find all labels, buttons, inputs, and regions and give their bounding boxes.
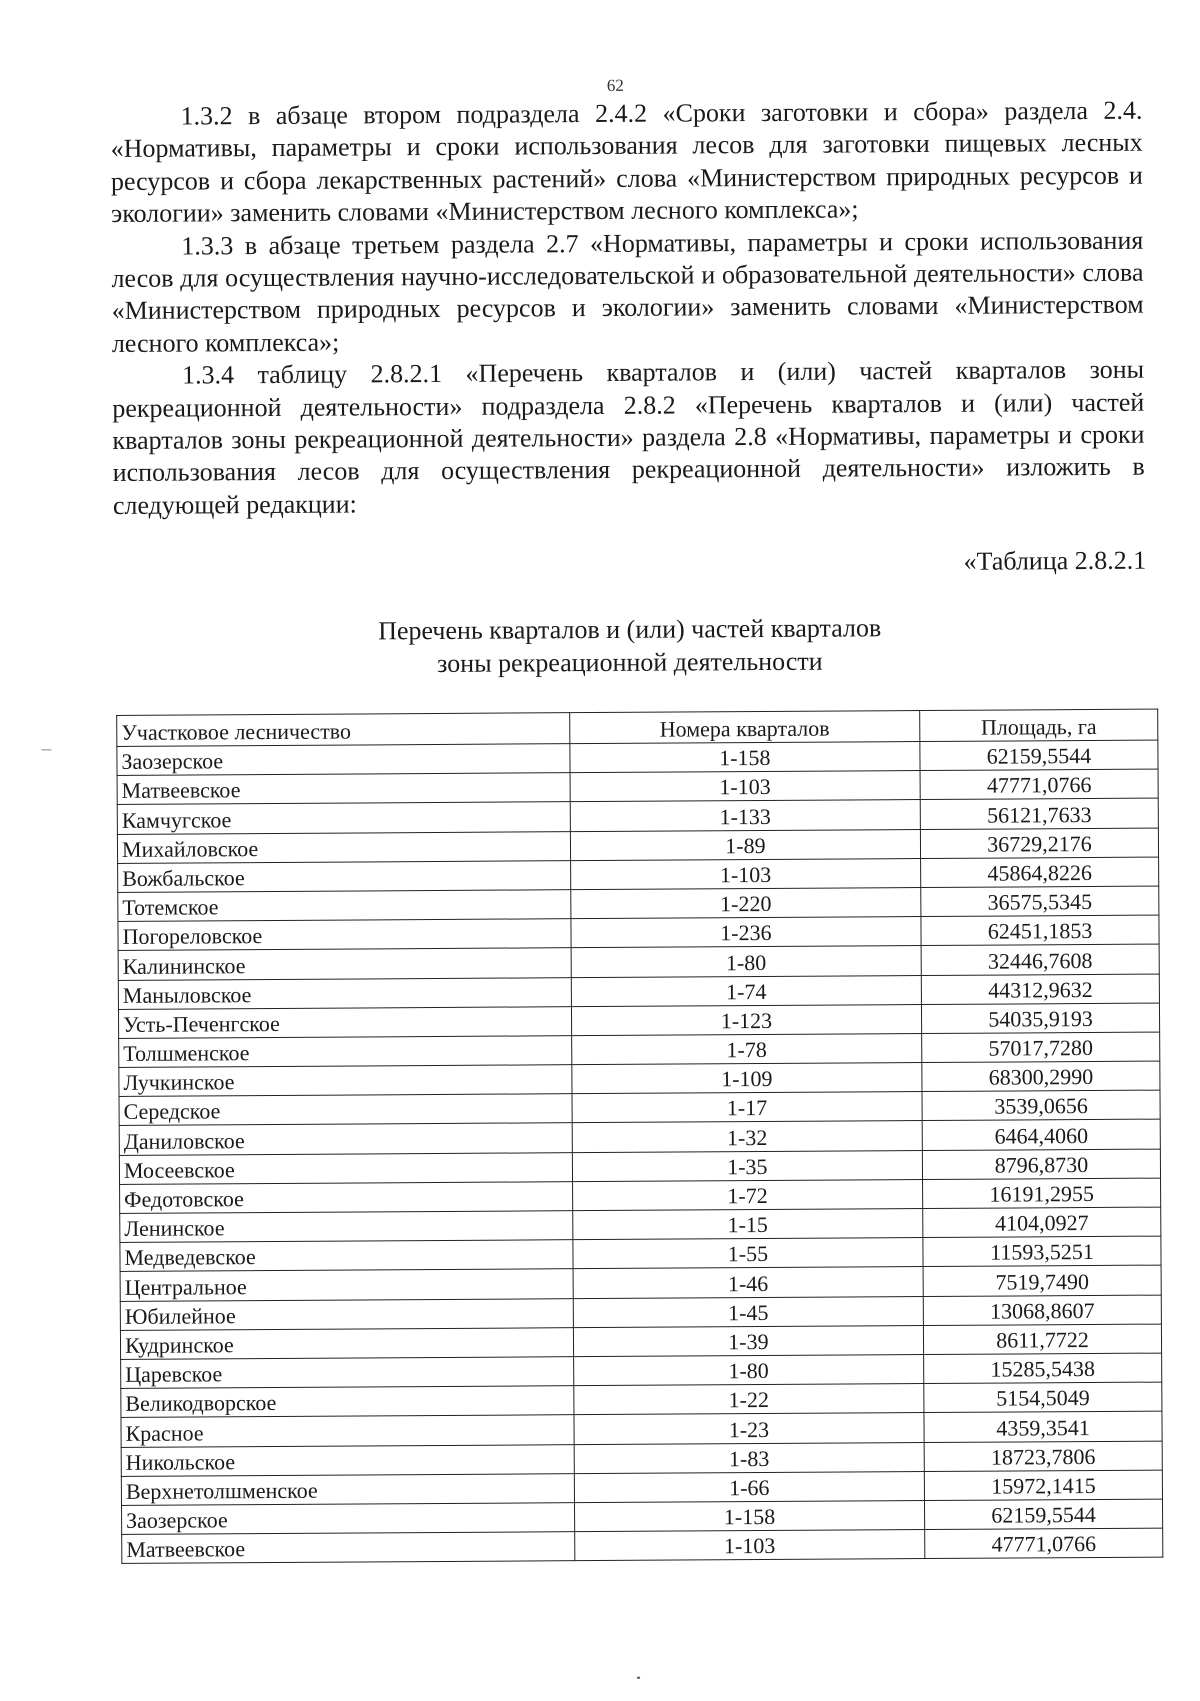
cell-district: Калининское — [118, 948, 571, 980]
cell-district: Заозерское — [122, 1503, 575, 1535]
cell-quarter-numbers: 1-17 — [572, 1092, 923, 1123]
cell-area: 4104,0927 — [923, 1207, 1161, 1238]
cell-quarter-numbers: 1-39 — [573, 1325, 924, 1356]
table-row — [122, 1528, 1163, 1564]
cell-area: 13068,8607 — [923, 1295, 1161, 1326]
cell-quarter-numbers: 1-83 — [574, 1442, 925, 1473]
cell-quarter-numbers: 1-103 — [570, 771, 921, 802]
table-title — [0, 609, 1200, 683]
cell-district: Погореловское — [118, 919, 571, 951]
cell-district: Тотемское — [118, 890, 571, 922]
scan-speck — [637, 1677, 640, 1679]
cell-area: 45864,8226 — [921, 857, 1159, 888]
cell-quarter-numbers: 1-74 — [571, 975, 922, 1006]
paragraph-1-3-2: 1.3.2 в абзаце втором подраздела 2.4.2 «Сроки заготовки и сбора» раздела 2.4. «Нормативы, параметры и сроки использования лесов для заготовки пищевых лесных ресурсов и сбора лекарственных растений» слова «Министерством природных ресурсов и экологии» заменить словами «Министерством лесного комплекса»; — [110, 95, 1143, 229]
cell-area: 3539,0656 — [922, 1090, 1160, 1121]
cell-district: Юбилейное — [120, 1298, 573, 1330]
cell-district: Матвеевское — [122, 1532, 575, 1564]
cell-quarter-numbers: 1-15 — [572, 1209, 923, 1240]
cell-area: 8796,8730 — [922, 1149, 1160, 1180]
cell-area: 54035,9193 — [922, 1003, 1160, 1034]
cell-area: 62159,5544 — [920, 740, 1158, 771]
cell-district: Кудринское — [120, 1327, 573, 1359]
cell-quarter-numbers: 1-35 — [572, 1150, 923, 1181]
cell-quarter-numbers: 1-80 — [573, 1354, 924, 1385]
cell-area: 11593,5251 — [923, 1236, 1161, 1267]
cell-quarter-numbers: 1-80 — [571, 946, 922, 977]
cell-area: 15972,1415 — [924, 1470, 1162, 1501]
cell-quarter-numbers: 1-78 — [571, 1033, 922, 1064]
table-body — [117, 740, 1163, 1564]
cell-quarter-numbers: 1-123 — [571, 1004, 922, 1035]
page-number: 62 — [606, 75, 624, 95]
cell-area: 62159,5544 — [925, 1499, 1163, 1530]
cell-quarter-numbers: 1-133 — [570, 800, 921, 831]
forestry-table — [116, 709, 1163, 1565]
cell-district: Медведевское — [120, 1240, 573, 1272]
cell-quarter-numbers: 1-32 — [572, 1121, 923, 1152]
cell-district: Камчугское — [117, 802, 570, 834]
cell-district: Ленинское — [120, 1211, 573, 1243]
cell-district: Толшменское — [119, 1036, 572, 1068]
table-reference: «Таблица 2.8.2.1 — [963, 545, 1147, 576]
cell-area: 32446,7608 — [921, 944, 1159, 975]
cell-area: 5154,5049 — [924, 1382, 1162, 1413]
cell-quarter-numbers: 1-45 — [573, 1296, 924, 1327]
cell-area: 36729,2176 — [920, 828, 1158, 859]
cell-district: Царевское — [121, 1357, 574, 1389]
cell-quarter-numbers: 1-103 — [574, 1530, 925, 1561]
cell-quarter-numbers: 1-158 — [570, 742, 921, 773]
cell-area: 47771,0766 — [925, 1528, 1163, 1559]
table-title-line-2: зоны рекреационной деятельности — [437, 646, 823, 678]
header-area: Площадь, га — [920, 709, 1158, 741]
cell-area: 47771,0766 — [920, 769, 1158, 800]
header-quarter-numbers: Номера кварталов — [569, 711, 920, 744]
cell-area: 56121,7633 — [920, 798, 1158, 829]
header-district: Участковое лесничество — [117, 713, 570, 747]
cell-area: 16191,2955 — [923, 1178, 1161, 1209]
cell-area: 68300,2990 — [922, 1061, 1160, 1092]
cell-district: Лучкинское — [119, 1065, 572, 1097]
cell-quarter-numbers: 1-89 — [570, 829, 921, 860]
cell-area: 36575,5345 — [921, 886, 1159, 917]
paragraph-1-3-4: 1.3.4 таблицу 2.8.2.1 «Перечень кварталов и (или) частей кварталов зоны рекреационной деятельности» подраздела 2.8.2 «Перечень кварталов и (или) частей кварталов зоны рекреационной деятельности» раздела 2.8 «Нормативы, параметры и сроки использования лесов для осуществления рекреационной деятельности» изложить в следующей редакции: — [112, 354, 1145, 520]
cell-quarter-numbers: 1-55 — [573, 1238, 924, 1269]
cell-area: 18723,7806 — [924, 1441, 1162, 1472]
cell-quarter-numbers: 1-72 — [572, 1179, 923, 1210]
cell-district: Даниловское — [119, 1123, 572, 1155]
amendment-text — [110, 95, 1145, 523]
cell-area: 62451,1853 — [921, 915, 1159, 946]
cell-district: Михайловское — [117, 831, 570, 863]
cell-quarter-numbers: 1-103 — [570, 858, 921, 889]
cell-district: Верхнетолшменское — [121, 1473, 574, 1505]
cell-quarter-numbers: 1-23 — [574, 1413, 925, 1444]
cell-area: 7519,7490 — [923, 1265, 1161, 1296]
cell-district: Усть-Печенгское — [118, 1006, 571, 1038]
scan-mark — [41, 749, 51, 750]
cell-area: 57017,7280 — [922, 1032, 1160, 1063]
cell-district: Красное — [121, 1415, 574, 1447]
cell-area: 44312,9632 — [921, 974, 1159, 1005]
cell-district: Федотовское — [120, 1181, 573, 1213]
cell-district: Никольское — [121, 1444, 574, 1476]
cell-quarter-numbers: 1-22 — [574, 1384, 925, 1415]
cell-district: Заозерское — [117, 744, 570, 776]
cell-area: 8611,7722 — [923, 1324, 1161, 1355]
cell-area: 6464,4060 — [922, 1120, 1160, 1151]
cell-quarter-numbers: 1-66 — [574, 1471, 925, 1502]
cell-quarter-numbers: 1-220 — [570, 887, 921, 918]
cell-area: 4359,3541 — [924, 1411, 1162, 1442]
cell-district: Маныловское — [118, 977, 571, 1009]
cell-quarter-numbers: 1-236 — [571, 917, 922, 948]
cell-district: Середское — [119, 1094, 572, 1126]
paragraph-1-3-3: 1.3.3 в абзаце третьем раздела 2.7 «Нормативы, параметры и сроки использования лесов для осуществления научно-исследовательской и образовательной деятельности» слова «Министерством природных ресурсов и экологии» заменить словами «Министерством лесного комплекса»; — [111, 225, 1144, 358]
table-title-line-1: Перечень кварталов и (или) частей кварталов — [378, 613, 882, 646]
cell-quarter-numbers: 1-158 — [574, 1500, 925, 1531]
cell-quarter-numbers: 1-46 — [573, 1267, 924, 1298]
cell-district: Вожбальское — [118, 860, 571, 892]
cell-district: Мосеевское — [119, 1152, 572, 1184]
cell-district: Великодворское — [121, 1386, 574, 1418]
cell-area: 15285,5438 — [924, 1353, 1162, 1384]
cell-quarter-numbers: 1-109 — [572, 1063, 923, 1094]
cell-district: Матвеевское — [117, 773, 570, 805]
cell-district: Центральное — [120, 1269, 573, 1301]
